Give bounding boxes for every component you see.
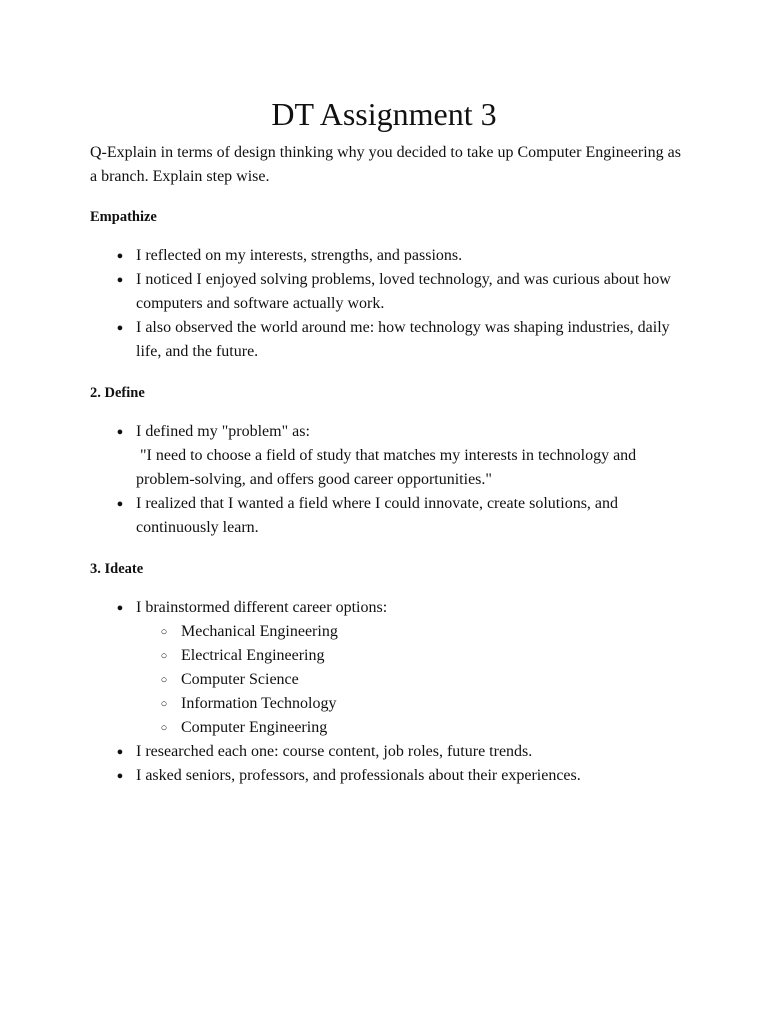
bullet-icon: ● bbox=[116, 498, 124, 510]
list-item bbox=[90, 420, 690, 492]
list-item bbox=[90, 244, 690, 268]
circle-bullet-icon: ○ bbox=[160, 698, 168, 710]
list-item-text: I reflected on my interests, strengths, and passions. bbox=[136, 247, 463, 264]
list-item-text: I researched each one: course content, job roles, future trends. bbox=[136, 743, 533, 760]
section-heading-define: 2. Define bbox=[90, 385, 145, 401]
circle-bullet-icon: ○ bbox=[160, 650, 168, 662]
list-item bbox=[90, 764, 690, 788]
bullet-icon: ● bbox=[116, 602, 124, 614]
section-heading-empathize: Empathize bbox=[90, 209, 157, 225]
sub-list-item bbox=[136, 716, 690, 740]
empathize-list bbox=[90, 244, 690, 364]
sub-list-item bbox=[136, 692, 690, 716]
career-option: Information Technology bbox=[181, 695, 337, 712]
career-option: Computer Science bbox=[181, 671, 299, 688]
list-item-text: I realized that I wanted a field where I could innovate, create solutions, and continuously learn. bbox=[136, 495, 619, 536]
career-option: Mechanical Engineering bbox=[181, 623, 338, 640]
list-item bbox=[90, 268, 690, 316]
bullet-icon: ● bbox=[116, 746, 124, 758]
sub-list-item bbox=[136, 620, 690, 644]
list-item-text: I brainstormed different career options: bbox=[136, 599, 388, 616]
career-options-list bbox=[136, 620, 690, 740]
question-text: Q-Explain in terms of design thinking why you decided to take up Computer Engineering as a branch. Explain step wise. bbox=[90, 144, 681, 185]
define-list bbox=[90, 420, 690, 540]
bullet-icon: ● bbox=[116, 426, 124, 438]
list-item-text: I asked seniors, professors, and professionals about their experiences. bbox=[136, 767, 581, 784]
list-item bbox=[90, 492, 690, 540]
list-item bbox=[90, 596, 690, 740]
list-item-text: I defined my "problem" as: bbox=[136, 423, 310, 440]
bullet-icon: ● bbox=[116, 322, 124, 334]
list-item bbox=[90, 740, 690, 764]
bullet-icon: ● bbox=[116, 274, 124, 286]
bullet-icon: ● bbox=[116, 770, 124, 782]
section-heading-ideate: 3. Ideate bbox=[90, 561, 144, 577]
sub-list-item bbox=[136, 668, 690, 692]
circle-bullet-icon: ○ bbox=[160, 626, 168, 638]
list-item-text: I also observed the world around me: how technology was shaping industries, daily life, and the future. bbox=[136, 319, 670, 360]
sub-list-item bbox=[136, 644, 690, 668]
page-title: DT Assignment 3 bbox=[271, 96, 497, 132]
career-option: Electrical Engineering bbox=[181, 647, 325, 664]
career-option: Computer Engineering bbox=[181, 719, 328, 736]
list-item bbox=[90, 316, 690, 364]
circle-bullet-icon: ○ bbox=[160, 674, 168, 686]
list-item-text: I noticed I enjoyed solving problems, loved technology, and was curious about how computers and software actually work. bbox=[136, 271, 671, 312]
bullet-icon: ● bbox=[116, 250, 124, 262]
circle-bullet-icon: ○ bbox=[160, 722, 168, 734]
problem-statement: "I need to choose a field of study that matches my interests in technology and problem-solving, and offers good career opportunities." bbox=[136, 447, 641, 488]
ideate-list bbox=[90, 596, 690, 788]
